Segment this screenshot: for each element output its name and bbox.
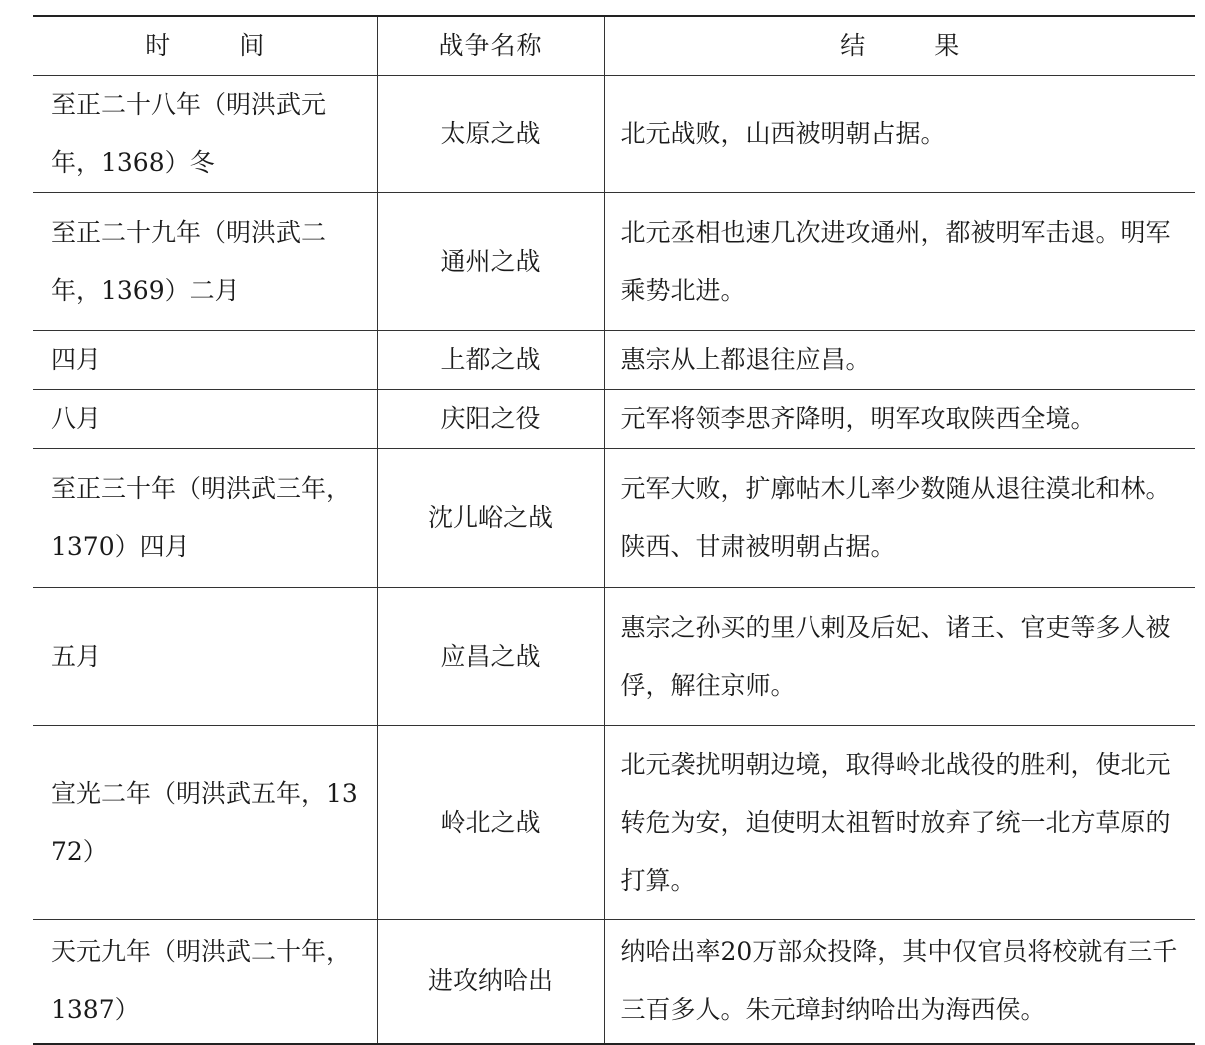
cell-battle-name: 太原之战 xyxy=(377,76,604,193)
cell-result: 惠宗从上都退往应昌。 xyxy=(604,331,1195,390)
header-time: 时 间 xyxy=(33,16,377,76)
battle-table-container xyxy=(33,15,1195,1045)
table-row xyxy=(33,390,1195,449)
cell-battle-name: 庆阳之役 xyxy=(377,390,604,449)
cell-time: 天元九年（明洪武二十年，1387） xyxy=(51,937,352,1025)
cell-time: 五月 xyxy=(33,588,377,726)
cell-time: 至正三十年（明洪武三年，1370）四月 xyxy=(33,449,377,588)
cell-result: 北元战败，山西被明朝占据。 xyxy=(604,76,1195,193)
cell-result: 元军将领李思齐降明，明军攻取陕西全境。 xyxy=(604,390,1195,449)
table-row xyxy=(33,331,1195,390)
cell-result: 北元袭扰明朝边境，取得岭北战役的胜利，使北元转危为安，迫使明太祖暂时放弃了统一北方草原的打算。 xyxy=(604,726,1195,920)
cell-result: 惠宗之孙买的里八剌及后妃、诸王、官吏等多人被俘，解往京师。 xyxy=(604,588,1195,726)
table-row xyxy=(33,920,1195,1044)
cell-battle-name: 上都之战 xyxy=(377,331,604,390)
header-result: 结 果 xyxy=(604,16,1195,76)
cell-battle-name: 岭北之战 xyxy=(377,726,604,920)
header-battle-name: 战争名称 xyxy=(377,16,604,76)
table-row xyxy=(33,726,1195,920)
cell-time: 宣光二年（明洪武五年，1372） xyxy=(33,726,377,920)
cell-battle-name: 应昌之战 xyxy=(377,588,604,726)
cell-time: 至正二十八年（明洪武元年，1368）冬 xyxy=(33,76,377,193)
cell-result: 北元丞相也速几次进攻通州，都被明军击退。明军乘势北进。 xyxy=(604,193,1195,331)
cell-battle-name: 通州之战 xyxy=(377,193,604,331)
table-row xyxy=(33,193,1195,331)
table-row xyxy=(33,76,1195,193)
cell-battle-name: 沈儿峪之战 xyxy=(377,449,604,588)
cell-time: 至正二十九年（明洪武二年，1369）二月 xyxy=(33,193,377,331)
table-row xyxy=(33,588,1195,726)
table-row xyxy=(33,449,1195,588)
table-header-row xyxy=(33,16,1195,76)
cell-time: 八月 xyxy=(33,390,377,449)
cell-result: 纳哈出率20万部众投降，其中仅官员将校就有三千三百多人。朱元璋封纳哈出为海西侯。 xyxy=(604,920,1195,1044)
battle-table xyxy=(33,15,1195,1045)
cell-time: 四月 xyxy=(33,331,377,390)
cell-result: 元军大败，扩廓帖木儿率少数随从退往漠北和林。陕西、甘肃被明朝占据。 xyxy=(604,449,1195,588)
cell-battle-name: 进攻纳哈出 xyxy=(377,920,604,1044)
